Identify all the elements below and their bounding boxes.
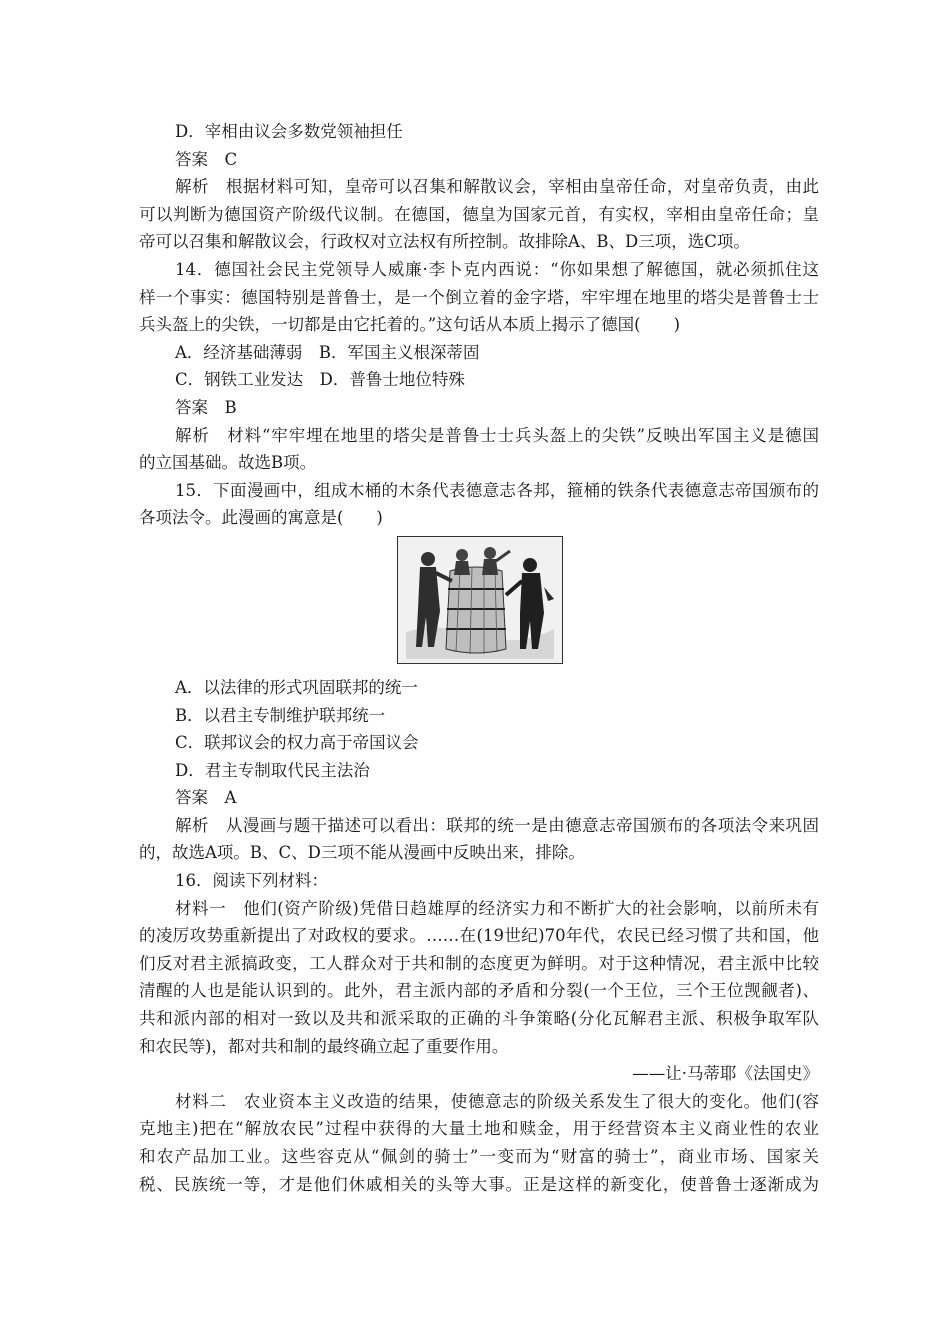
cartoon-barrel-illustration: [397, 536, 563, 664]
text-line: C．钢铁工业发达 D．普鲁士地位特殊: [175, 370, 465, 390]
text-line: 答案 C: [175, 149, 238, 169]
text-before-figure: [139, 118, 819, 532]
text-line: C．联邦议会的权力高于帝国议会: [175, 733, 419, 753]
text-line: 税、民族统一等，才是他们休戚相关的头等大事。正是这样的新变化，使普鲁士逐渐成为: [139, 1174, 819, 1194]
text-line: 14．德国社会民主党领导人威廉·李卜克内西说：“你如果想了解德国，就必须抓住这: [175, 259, 819, 279]
text-line: 材料一 他们(资产阶级)凭借日趋雄厚的经济实力和不断扩大的社会影响，以前所未有: [175, 898, 819, 918]
text-line: 16．阅读下列材料：: [175, 871, 328, 891]
text-line: 答案 A: [175, 788, 237, 808]
text-line: D．宰相由议会多数党领袖担任: [175, 122, 403, 141]
text-line: 解析 根据材料可知，皇帝可以召集和解散议会，宰相由皇帝任命，对皇帝负责，由此: [175, 177, 819, 197]
text-line: 的凌厉攻势重新提出了对政权的要求。……在(19世纪)70年代，农民已经习惯了共和国，他: [139, 926, 819, 946]
text-line: 兵头盔上的尖铁，一切都是由它托着的。”这句话从本质上揭示了德国( ): [139, 315, 681, 335]
text-line: A．以法律的形式巩固联邦的统一: [175, 677, 418, 697]
text-line: 各项法令。此漫画的寓意是( ): [139, 508, 383, 528]
text-line: 帝可以召集和解散议会，行政权对立法权有所控制。故排除A、B、D三项，选C项。: [139, 232, 750, 252]
text-line: B．以君主专制维护联邦统一: [175, 705, 386, 725]
text-line: 样一个事实：德国特别是普鲁士，是一个倒立着的金字塔，牢牢埋在地里的塔尖是普鲁士士: [139, 287, 819, 307]
text-line: 材料二 农业资本主义改造的结果，使德意志的阶级关系发生了很大的变化。他们(容: [175, 1091, 819, 1111]
text-line: 和农产品加工业。这些容克从“佩剑的骑士”一变而为“财富的骑士”，商业市场、国家关: [139, 1147, 819, 1166]
text-line: 答案 B: [175, 397, 237, 417]
text-line: 15．下面漫画中，组成木桶的木条代表德意志各邦，箍桶的铁条代表德意志帝国颁布的: [175, 480, 819, 500]
text-line: 解析 从漫画与题干描述可以看出：联邦的统一是由德意志帝国颁布的各项法令来巩固: [175, 815, 819, 835]
cartoon-barrel-icon: [398, 537, 562, 663]
text-line: 共和派内部的相对一致以及共和派采取的正确的斗争策略(分化瓦解君主派、积极争取军队: [139, 1009, 819, 1029]
text-after-figure: [139, 674, 819, 1198]
text-line: 的立国基础。故选B项。: [139, 453, 317, 473]
text-line: 清醒的人也是能认识到的。此外，君主派内部的矛盾和分裂(一个王位，三个王位觊觎者)、: [139, 981, 819, 1001]
figure-block: [139, 532, 819, 674]
text-line: D．君主专制取代民主法治: [175, 760, 370, 780]
text-line: 的，故选A项。B、C、D三项不能从漫画中反映出来，排除。: [139, 843, 585, 863]
text-line: 可以判断为德国资产阶级代议制。在德国，德皇为国家元首，有实权，宰相由皇帝任命；皇: [139, 204, 819, 224]
text-line: 解析 材料“牢牢埋在地里的塔尖是普鲁士士兵头盔上的尖铁”反映出军国主义是德国: [175, 425, 819, 445]
page-content: [139, 118, 819, 1198]
text-line: ——让·马蒂耶《法国史》: [632, 1064, 819, 1084]
text-line: 们反对君主派搞政变，工人群众对于共和制的态度更为鲜明。对于这种情况，君主派中比较: [139, 953, 819, 973]
text-line: 和农民等)，都对共和制的最终确立起了重要作用。: [139, 1036, 509, 1056]
text-line: 克地主)把在“解放农民”过程中获得的大量土地和赎金，用于经营资本主义商业性的农业: [139, 1119, 819, 1139]
text-line: A．经济基础薄弱 B．军国主义根深蒂固: [175, 342, 480, 362]
